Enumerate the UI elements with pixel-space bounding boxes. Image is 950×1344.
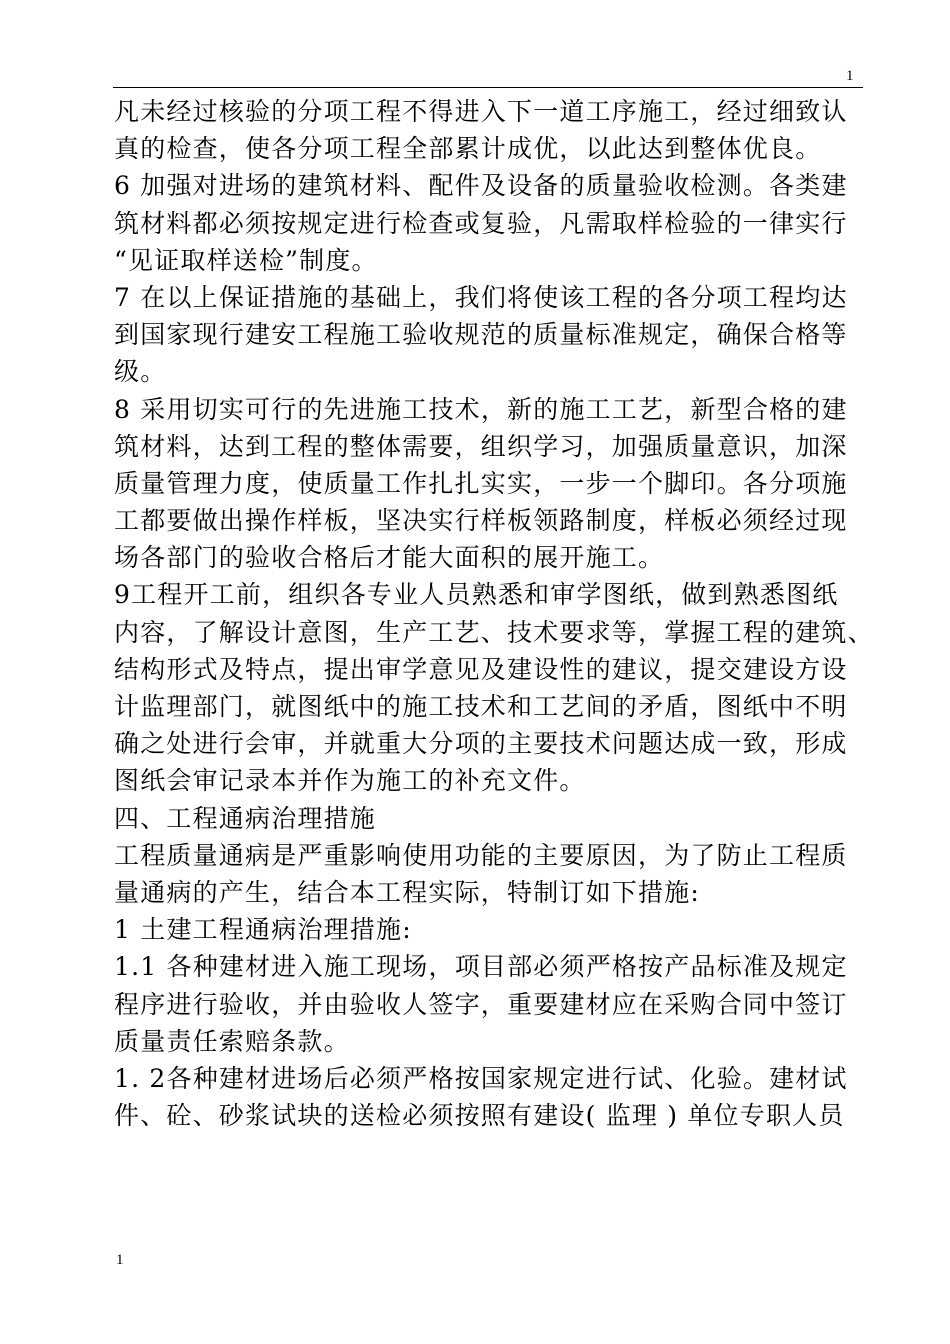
text-line: 内容，了解设计意图，生产工艺、技术要求等，掌握工程的建筑、 — [114, 617, 874, 647]
text-line: 质量责任索赔条款。 — [114, 1026, 350, 1056]
text-line: 级。 — [114, 357, 167, 387]
text-line: 图纸会审记录本并作为施工的补充文件。 — [114, 766, 586, 796]
text-line: 确之处进行会审，并就重大分项的主要技术问题达成一致，形成 — [114, 729, 848, 759]
text-line: 1.1 各种建材进入施工现场，项目部必须严格按产品标准及规定 — [114, 952, 848, 982]
text-line: 7 在以上保证措施的基础上，我们将使该工程的各分项工程均达 — [114, 282, 848, 312]
text-line: 6 加强对进场的建筑材料、配件及设备的质量验收检测。各类建 — [114, 171, 848, 201]
text-line: 计监理部门，就图纸中的施工技术和工艺间的矛盾，图纸中不明 — [114, 692, 848, 721]
text-line: 1 土建工程通病治理措施: — [114, 915, 412, 945]
text-line: 质量管理力度，使质量工作扎扎实实，一步一个脚印。各分项施 — [114, 468, 848, 498]
text-line: 量通病的产生，结合本工程实际，特制订如下措施: — [114, 877, 701, 907]
header-rule — [113, 87, 863, 88]
text-line: 筑材料都必须按规定进行检查或复验，凡需取样检验的一律实行 — [114, 208, 848, 238]
text-line: 凡未经过核验的分项工程不得进入下一道工序施工，经过细致认 — [114, 97, 848, 126]
footer-page-number: 1 — [116, 1252, 124, 1268]
text-line: 真的检查，使各分项工程全部累计成优，以此达到整体优良。 — [114, 134, 822, 164]
section-heading: 四、工程通病治理措施 — [114, 803, 377, 833]
text-line: 结构形式及特点，提出审学意见及建设性的建议，提交建设方设 — [114, 654, 848, 684]
text-line: 9工程开工前，组织各专业人员熟悉和审学图纸，做到熟悉图纸 — [114, 580, 839, 610]
text-line: 1. 2各种建材进场后必须严格按国家规定进行试、化验。建材试 — [114, 1063, 848, 1093]
text-line: 件、砼、砂浆试块的送检必须按照有建设( 监理 ) 单位专职人员 — [114, 1101, 845, 1131]
header-page-number: 1 — [846, 68, 854, 84]
text-line: “见证取样送检”制度。 — [114, 245, 378, 275]
text-line: 工都要做出操作样板，坚决实行样板领路制度，样板必须经过现 — [114, 506, 848, 536]
text-line: 场各部门的验收合格后才能大面积的展开施工。 — [114, 543, 665, 573]
text-line: 工程质量通病是严重影响使用功能的主要原因，为了防止工程质 — [114, 840, 848, 870]
text-line: 8 采用切实可行的先进施工技术，新的施工工艺，新型合格的建 — [114, 394, 848, 424]
text-line: 筑材料，达到工程的整体需要，组织学习，加强质量意识，加深 — [114, 431, 848, 461]
text-line: 到国家现行建安工程施工验收规范的质量标准规定，确保合格等 — [114, 320, 848, 350]
text-line: 程序进行验收，并由验收人签字，重要建材应在采购合同中签订 — [114, 989, 848, 1019]
body-text — [114, 93, 874, 1134]
